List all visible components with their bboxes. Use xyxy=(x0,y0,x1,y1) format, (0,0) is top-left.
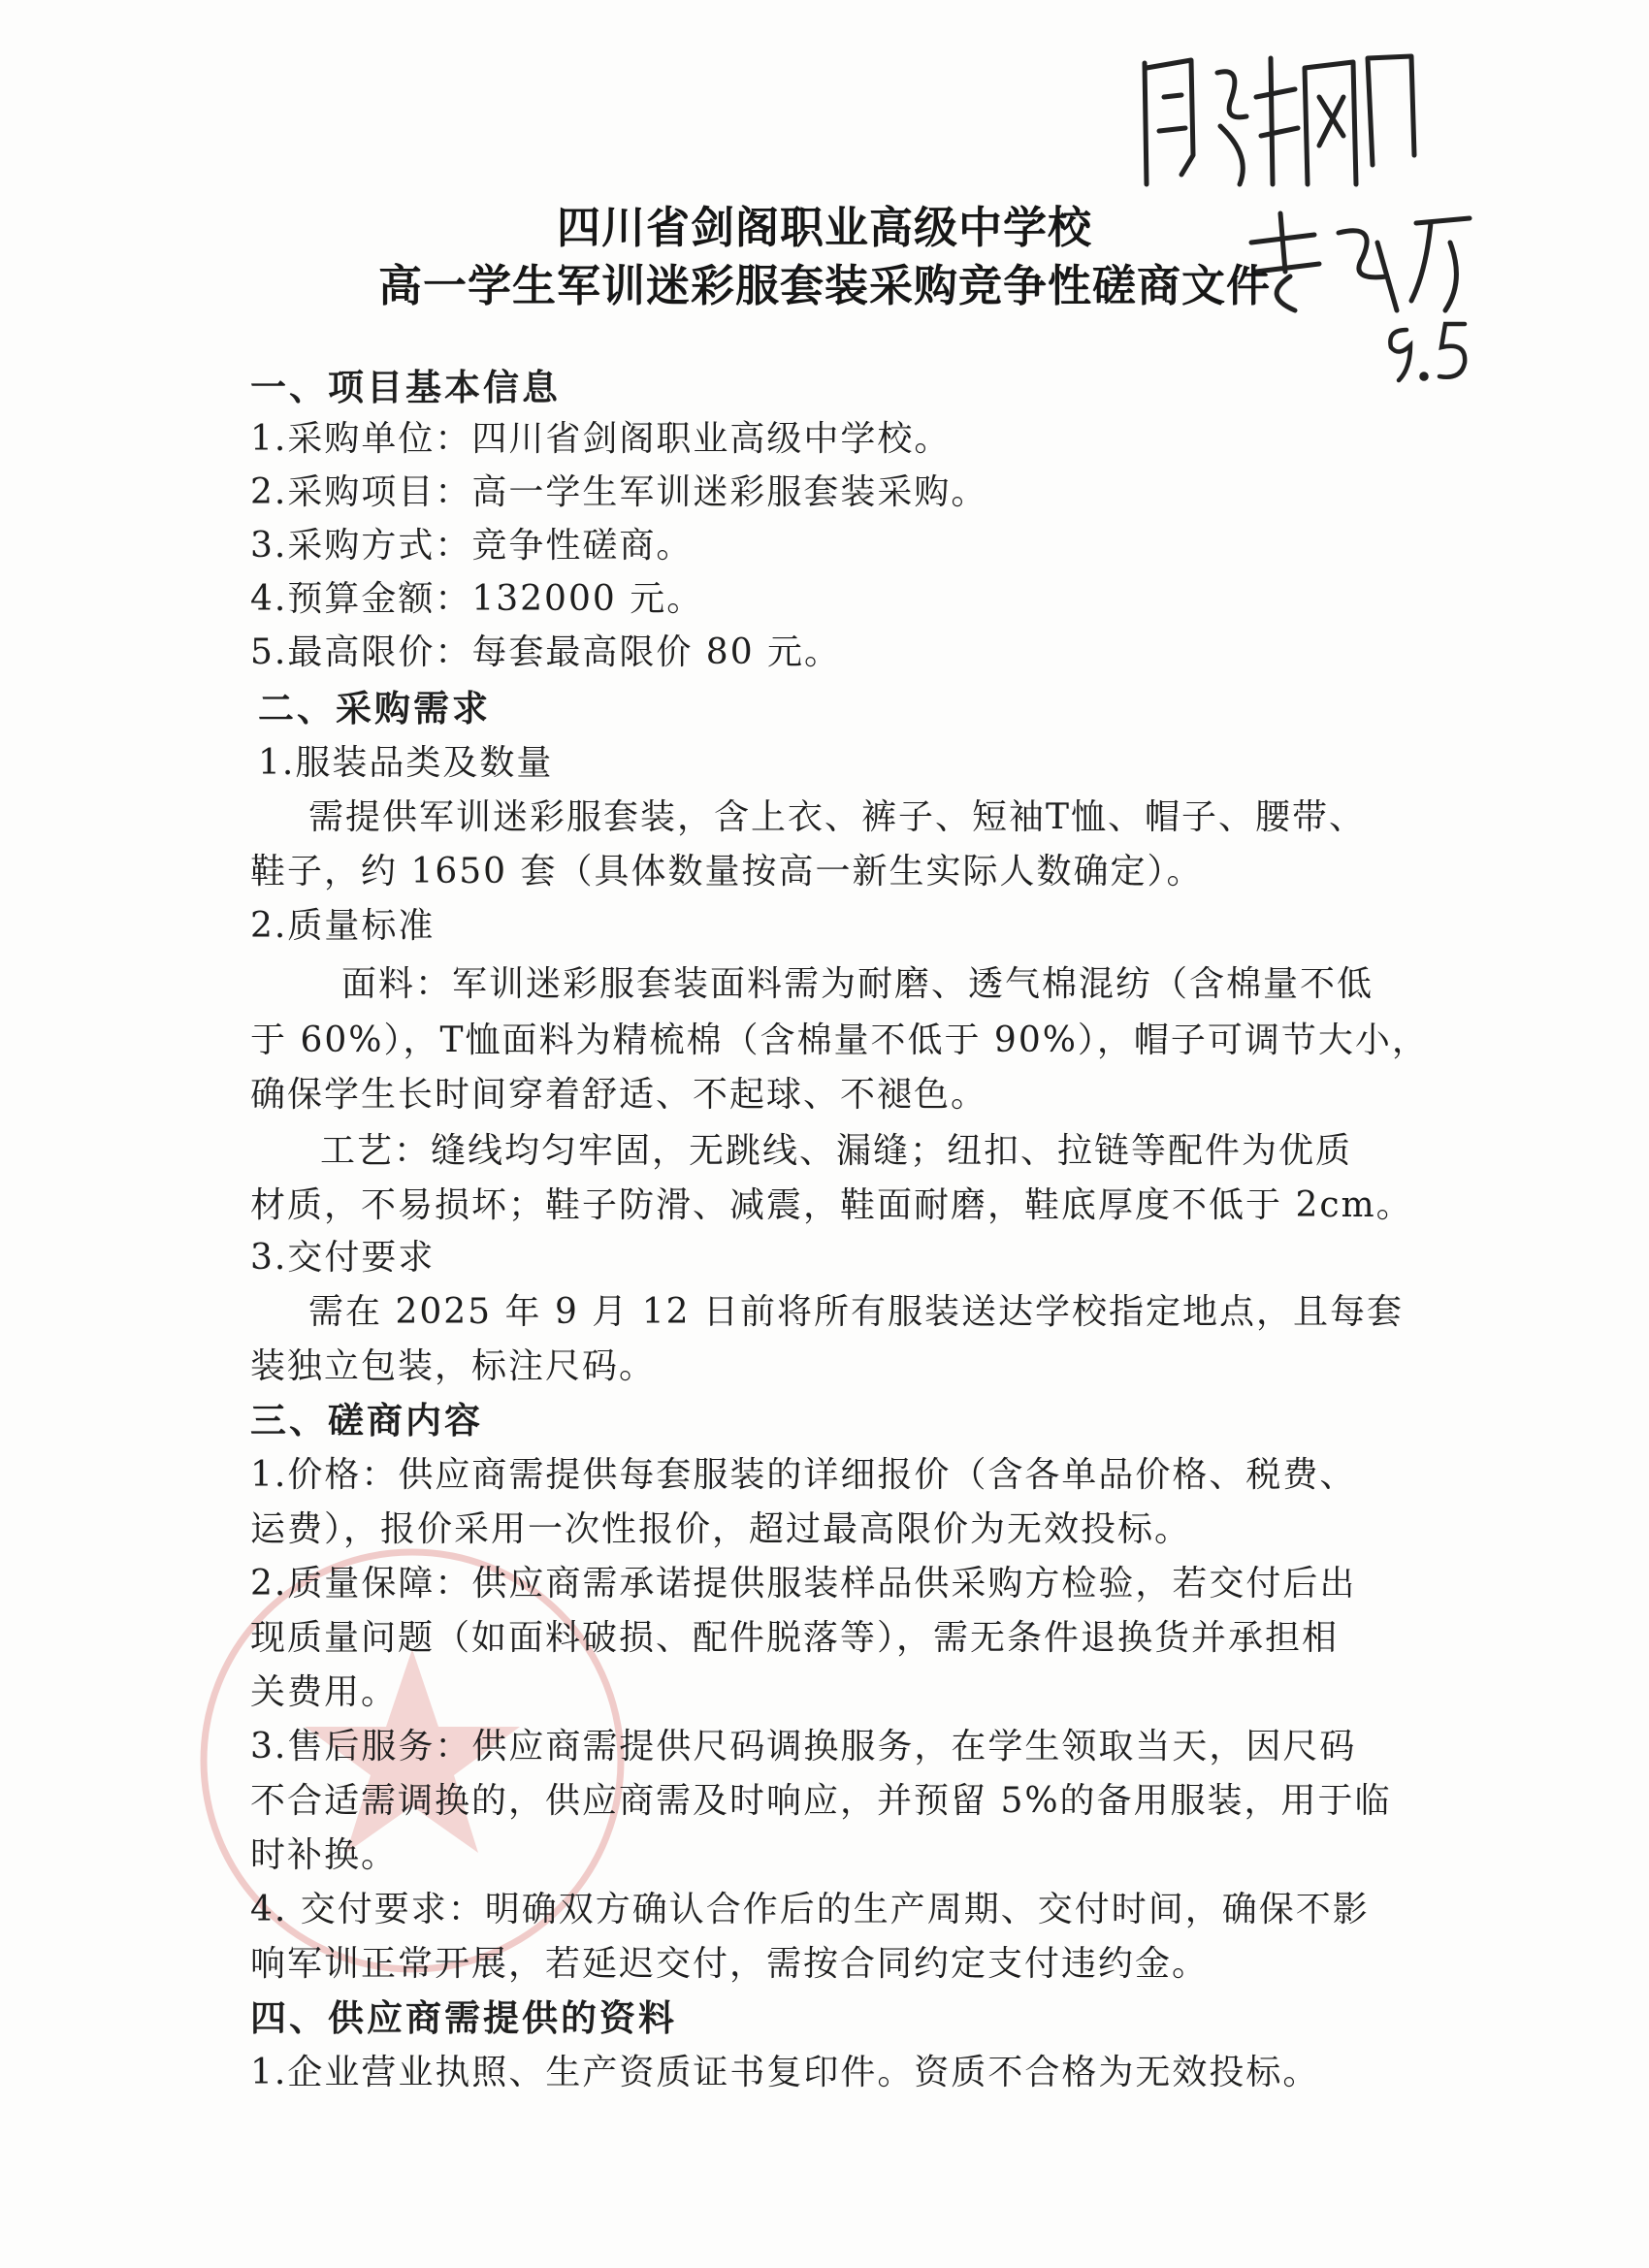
section-1-item: 1.采购单位：四川省剑阁职业高级中学校。 xyxy=(250,419,952,459)
section-2-subheading: 2.质量标准 xyxy=(250,906,436,946)
section-2-subheading: 3.交付要求 xyxy=(250,1238,436,1278)
paragraph-line: 确保学生长时间穿着舒适、不起球、不褪色。 xyxy=(250,1075,988,1115)
paragraph-line: 于 60%），T恤面料为精梳棉（含棉量不低于 90%），帽子可调节大小， xyxy=(250,1021,1429,1060)
section-2-subheading: 1.服装品类及数量 xyxy=(258,743,554,783)
paragraph-line: 时补换。 xyxy=(250,1835,399,1875)
section-1-heading: 一、项目基本信息 xyxy=(250,367,561,408)
section-4-heading: 四、供应商需提供的资料 xyxy=(250,1997,677,2039)
paragraph-line: 3.售后服务：供应商需提供尺码调换服务，在学生领取当天，因尺码 xyxy=(250,1727,1357,1766)
paragraph-line: 不合适需调换的，供应商需及时响应，并预留 5%的备用服装，用于临 xyxy=(250,1781,1392,1821)
section-1-item: 3.采购方式：竞争性磋商。 xyxy=(250,526,694,566)
document-title-line1: 四川省剑阁职业高级中学校 xyxy=(556,202,1092,253)
paragraph-line: 装独立包装，标注尺码。 xyxy=(250,1346,657,1386)
paragraph-line: 运费），报价采用一次性报价，超过最高限价为无效投标。 xyxy=(250,1509,1192,1549)
handwritten-date xyxy=(1377,310,1484,388)
paragraph-line: 面料：军训迷彩服套装面料需为耐磨、透气棉混纺（含棉量不低 xyxy=(341,964,1374,1004)
paragraph-line: 材质，不易损坏；鞋子防滑、减震，鞋面耐磨，鞋底厚度不低于 2cm。 xyxy=(250,1185,1413,1225)
paragraph-line: 响军训正常开展，若延迟交付，需按合同约定支付违约金。 xyxy=(250,1944,1210,1984)
paragraph-line: 2.质量保障：供应商需承诺提供服装样品供采购方检验，若交付后出 xyxy=(250,1564,1357,1604)
paragraph-line: 鞋子，约 1650 套（具体数量按高一新生实际人数确定）。 xyxy=(250,852,1204,891)
paragraph-line: 现质量问题（如面料破损、配件脱落等），需无条件退换货并承担相 xyxy=(250,1618,1340,1658)
paragraph-line: 需提供军训迷彩服套装，含上衣、裤子、短袖T恤、帽子、腰带、 xyxy=(308,797,1367,837)
paragraph-line: 1.企业营业执照、生产资质证书复印件。资质不合格为无效投标。 xyxy=(250,2053,1320,2092)
paragraph-line: 需在 2025 年 9 月 12 日前将所有服装送达学校指定地点，且每套 xyxy=(308,1292,1404,1332)
document-title-line2: 高一学生军训迷彩服套装采购竞争性磋商文件 xyxy=(377,260,1271,311)
paragraph-line: 关费用。 xyxy=(250,1672,399,1712)
section-1-item: 4.预算金额：132000 元。 xyxy=(250,579,704,619)
section-3-heading: 三、磋商内容 xyxy=(250,1400,483,1442)
section-1-item: 2.采购项目：高一学生军训迷彩服套装采购。 xyxy=(250,472,988,512)
section-2-heading: 二、采购需求 xyxy=(258,688,491,729)
handwritten-signature-top xyxy=(1125,39,1426,204)
paragraph-line: 1.价格：供应商需提供每套服装的详细报价（含各单品价格、税费、 xyxy=(250,1455,1357,1495)
paragraph-line: 工艺：缝线均匀牢固，无跳线、漏缝；纽扣、拉链等配件为优质 xyxy=(320,1131,1353,1171)
paragraph-line: 4. 交付要求：明确双方确认合作后的生产周期、交付时间，确保不影 xyxy=(250,1890,1370,1929)
section-1-item: 5.最高限价：每套最高限价 80 元。 xyxy=(250,632,842,672)
